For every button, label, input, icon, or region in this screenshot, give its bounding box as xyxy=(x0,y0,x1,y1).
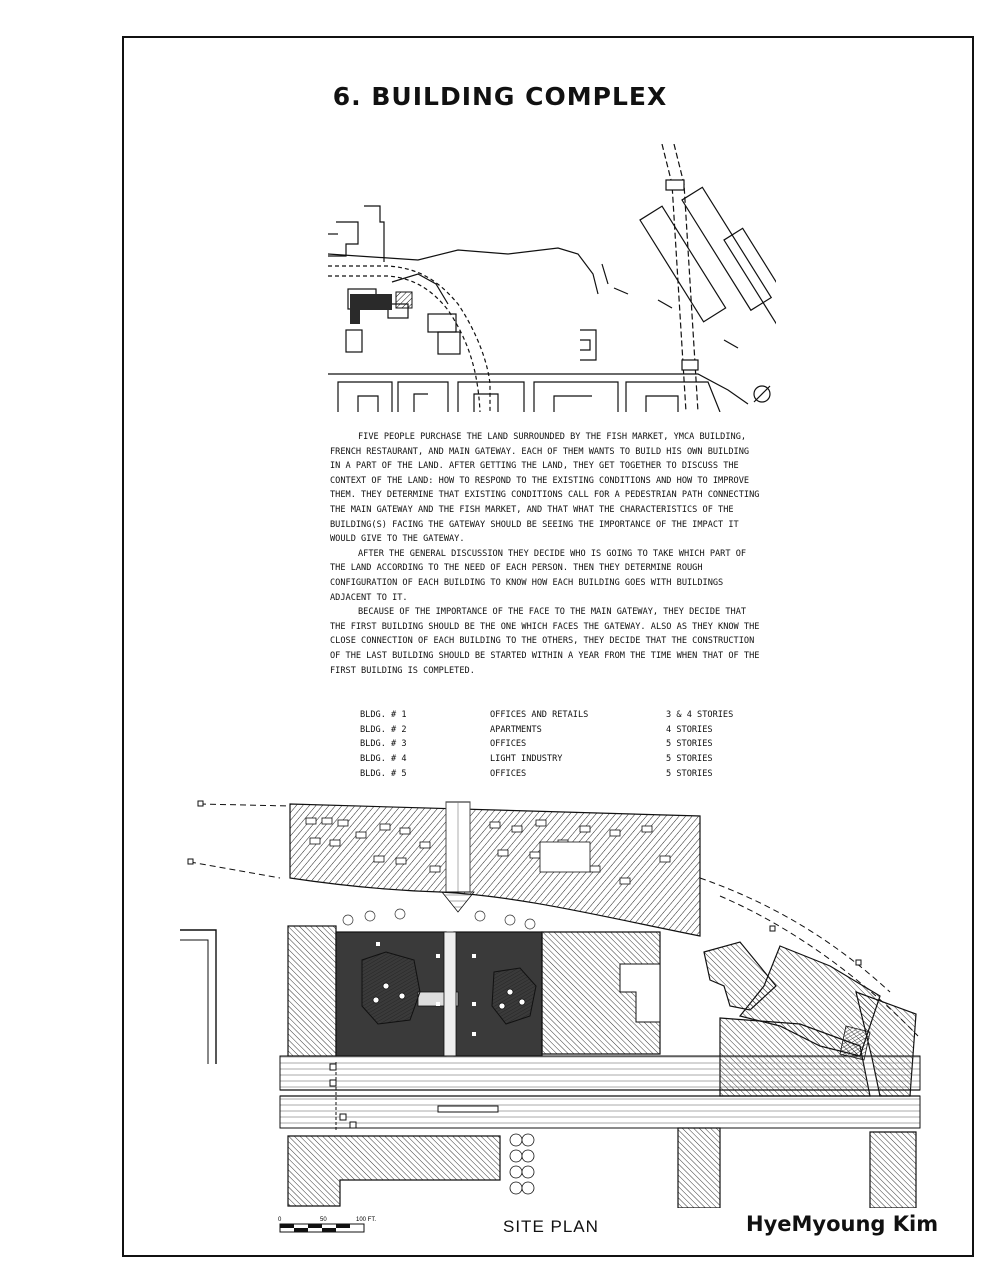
building-name: BLDG. # 2 xyxy=(360,724,407,735)
table-row xyxy=(360,708,733,723)
building-stories: 5 STORIES xyxy=(666,754,713,765)
table-row xyxy=(360,752,733,767)
building-name: BLDG. # 4 xyxy=(360,754,407,765)
table-row xyxy=(360,723,733,738)
building-use: OFFICES xyxy=(490,739,527,750)
table-row xyxy=(360,766,733,781)
building-name: BLDG. # 5 xyxy=(360,768,407,779)
description-text xyxy=(330,430,760,678)
building-schedule xyxy=(360,708,733,781)
scale-label-50: 50 xyxy=(320,1217,327,1223)
building-stories: 5 STORIES xyxy=(666,739,713,750)
site-plan-drawing xyxy=(180,796,928,1208)
scale-label-0: 0 xyxy=(278,1217,282,1223)
building-name: BLDG. # 1 xyxy=(360,710,407,721)
building-use: OFFICES xyxy=(490,768,527,779)
paragraph: FIVE PEOPLE PURCHASE THE LAND SURROUNDED BY THE FISH MARKET, YMCA BUILDING, FRENCH RESTAURANT, AND MAIN GATEWAY. EACH OF THEM WANTS TO BUILD HIS OWN BUILDING IN A PART OF THE LAND. AFTER GETTING THE LAND, THEY GET TOGETHER TO DISCUSS THE CONTEXT OF THE LAND: HOW TO RESPOND TO THE EXISTING CONDITIONS AND HOW TO IMPROVE THEM. THEY DETERMINE THAT EXISTING CONDITIONS CALL FOR A PEDESTRIAN PATH CONNECTING THE MAIN GATEWAY AND THE FISH MARKET, AND THAT WHAT THE CHARACTERISTICS OF THE BUILDING(S) FACING THE GATEWAY SHOULD BE SEEING THE IMPORTANCE OF THE IMPACT IT WOULD GIVE TO THE GATEWAY. xyxy=(330,432,760,545)
table-row xyxy=(360,737,733,752)
site-plan-label: SITE PLAN xyxy=(503,1217,599,1236)
author-name: HyeMyoung Kim xyxy=(746,1212,939,1236)
paragraph: AFTER THE GENERAL DISCUSSION THEY DECIDE WHO IS GOING TO TAKE WHICH PART OF THE LAND ACCORDING TO THE NEED OF EACH PERSON. THEN THEY DETERMINE ROUGH CONFIGURATION OF EACH BUILDING TO KNOW HOW EACH BUILDING GOES WITH BUILDINGS ADJACENT TO IT. xyxy=(330,548,747,603)
scale-label-100: 100 FT. xyxy=(356,1217,377,1223)
building-use: LIGHT INDUSTRY xyxy=(490,754,563,765)
scale-bar xyxy=(276,1212,386,1242)
paragraph: BECAUSE OF THE IMPORTANCE OF THE FACE TO THE MAIN GATEWAY, THEY DECIDE THAT THE FIRST BUILDING SHOULD BE THE ONE WHICH FACES THE GATEWAY. ALSO AS THEY KNOW THE CLOSE CONNECTION OF EACH BUILDING TO THE OTHERS, THEY DECIDE THAT THE CONSTRUCTION OF THE LAST BUILDING SHOULD BE STARTED WITHIN A YEAR FROM THE TIME WHEN THAT OF THE FIRST BUILDING IS COMPLETED. xyxy=(330,607,760,676)
building-stories: 4 STORIES xyxy=(666,724,713,735)
building-stories: 5 STORIES xyxy=(666,768,713,779)
page-title: 6. BUILDING COMPLEX xyxy=(332,82,668,111)
building-stories: 3 & 4 STORIES xyxy=(666,710,734,721)
building-use: APARTMENTS xyxy=(490,724,542,735)
building-name: BLDG. # 3 xyxy=(360,739,407,750)
context-map xyxy=(328,144,776,412)
building-use: OFFICES AND RETAILS xyxy=(490,710,589,721)
